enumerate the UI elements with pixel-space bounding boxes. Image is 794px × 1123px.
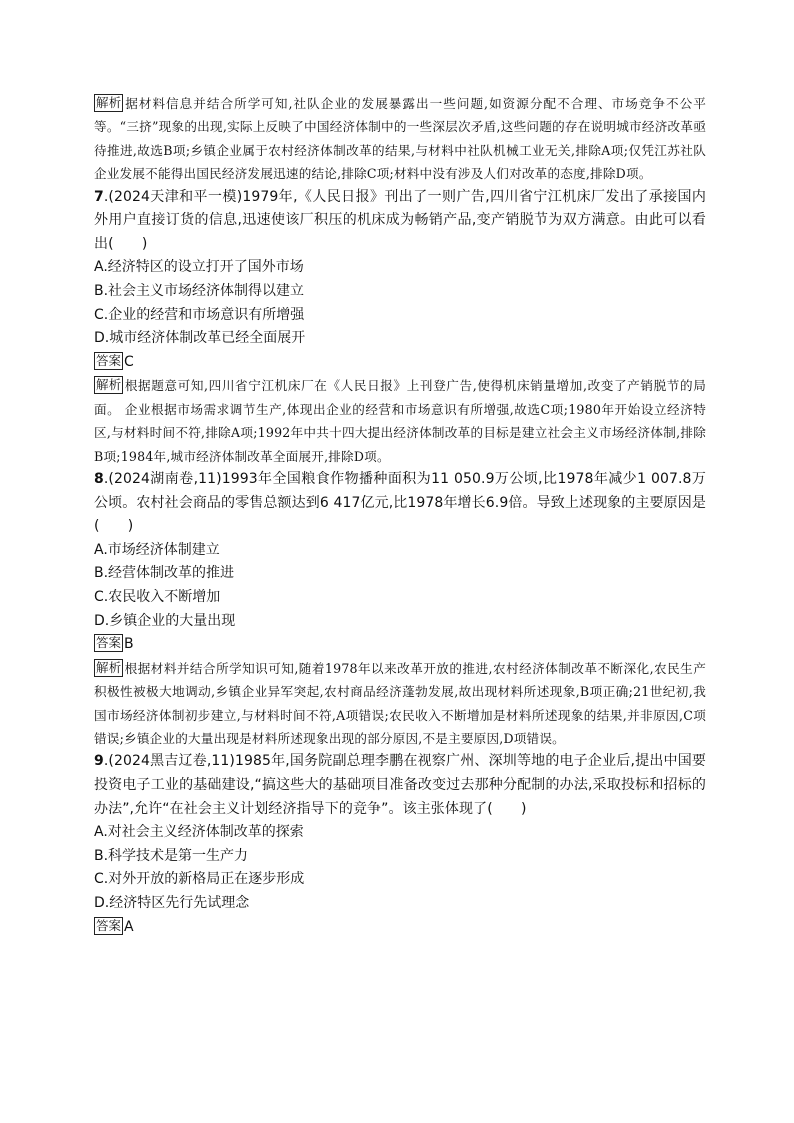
analysis-text: 根据材料并结合所学知识可知,随着1978年以来改革开放的推进,农村经济体制改革不断深化,农民生产积极性被极大地调动,乡镇企业异军突起,农村商品经济蓬勃发展,故出现材料所述现象,B项正确;21世纪初,我国市场经济体制初步建立,与材料时间不符,A项错误;农民收入不断增加是材料所述现象的结果,并非原因,C项错误;乡镇企业的大量出现是材料所述现象出现的部分原因,不是主要原因,D项错误。 <box>94 660 706 746</box>
analysis-text: 根据题意可知,四川省宁江机床厂在《人民日报》上刊登广告,使得机床销量增加,改变了产销脱节的局面。 企业根据市场需求调节生产,体现出企业的经营和市场意识有所增强,故选C项;1980年开始设立经济特区,与材料时间不符,排除A项;1992年中共十四大提出经济体制改革的目标是建立社会主义市场经济体制,排除B项;1984年,城市经济体制改革全面展开,排除D项。 <box>94 378 706 464</box>
question-9-option-b: B.科学技术是第一生产力 <box>94 847 249 864</box>
answer-value: C <box>124 353 134 370</box>
question-8-option-d: D.乡镇企业的大量出现 <box>94 612 236 629</box>
question-9-stem <box>94 750 706 821</box>
analysis-tag: 解析 <box>96 95 122 110</box>
question-7-analysis <box>94 374 706 468</box>
question-9-option-d: D.经济特区先行先试理念 <box>94 894 250 911</box>
question-7-answer <box>94 351 706 375</box>
question-text: .(2024天津和平一模)1979年,《人民日报》刊出了一则广告,四川省宁江机床厂发出了承接国内外用户直接订货的信息,迅速使该厂积压的机床成为畅销产品,变产销脱节为双方满意。由此可以看出( ) <box>94 188 706 252</box>
analysis-text: 据材料信息并结合所学可知,社队企业的发展暴露出一些问题,如资源分配不合理、市场竞争不公平等。“三挤”现象的出现,实际上反映了中国经济体制中的一些深层次矛盾,这些问题的存在说明城市经济改革亟待推进,故选B项;乡镇企业属于农村经济体制改革的结果,与材料中社队机械工业无关,排除A项;仅凭江苏社队企业发展不能得出国民经济发展迅速的结论,排除C项;材料中没有涉及人们对改革的态度,排除D项。 <box>94 96 706 182</box>
question-8-analysis <box>94 657 706 751</box>
question-7-stem <box>94 186 706 257</box>
question-8-option-a: A.市场经济体制建立 <box>94 541 220 558</box>
analysis-tag: 解析 <box>96 659 122 675</box>
question-9-answer <box>94 916 706 940</box>
question-number: 7 <box>94 188 104 205</box>
answer-tag: 答案 <box>96 635 122 651</box>
question-9-option-a: A.对社会主义经济体制改革的探索 <box>94 824 304 841</box>
answer-value: A <box>124 918 134 935</box>
answer-tag: 答案 <box>96 352 122 368</box>
answer-tag: 答案 <box>96 917 122 933</box>
question-text: .(2024黑吉辽卷,11)1985年,国务院副总理李鹏在视察广州、深圳等地的电子企业后,提出中国要投资电子工业的基础建设,“搞这些大的基础项目准备改变过去那种分配制的办法,采取投标和招标的办法”,允许“在社会主义计划经济指导下的竞争”。该主张体现了( ) <box>94 753 706 817</box>
analysis-paragraph-1 <box>94 92 706 186</box>
question-8-option-c: C.农民收入不断增加 <box>94 588 221 605</box>
question-7-option-d: D.城市经济体制改革已经全面展开 <box>94 330 306 347</box>
question-7-option-b: B.社会主义市场经济体制得以建立 <box>94 283 305 299</box>
question-8-stem <box>94 468 706 539</box>
question-text: .(2024湖南卷,11)1993年全国粮食作物播种面积为11 050.9万公顷,比1978年减少1 007.8万公顷。农村社会商品的零售总额达到6 417亿元,比1978年增长6.9倍。导致上述现象的主要原因是( ) <box>94 471 706 535</box>
question-8-answer <box>94 633 706 657</box>
question-8-option-b: B.经营体制改革的推进 <box>94 565 235 582</box>
answer-value: B <box>124 636 134 653</box>
question-9-option-c: C.对外开放的新格局正在逐步形成 <box>94 871 305 888</box>
question-number: 8 <box>94 471 104 487</box>
question-7-option-a: A.经济特区的设立打开了国外市场 <box>94 259 304 276</box>
question-number: 9 <box>94 753 104 770</box>
question-7-option-c: C.企业的经营和市场意识有所增强 <box>94 306 305 323</box>
document-page <box>94 92 706 939</box>
analysis-tag: 解析 <box>96 377 122 393</box>
